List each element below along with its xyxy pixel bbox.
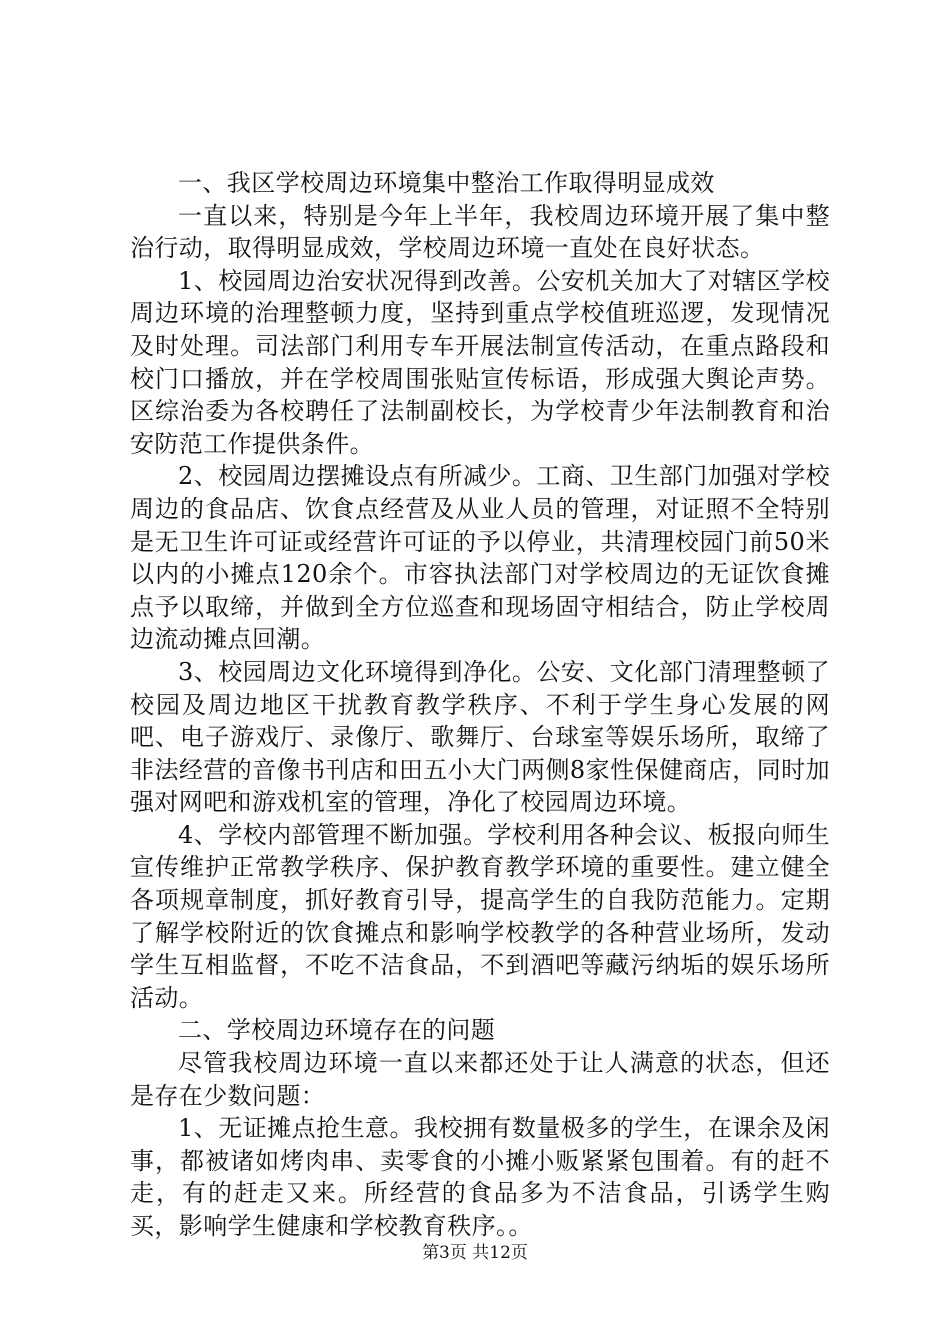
section-heading-1: 一、我区学校周边环境集中整治工作取得明显成效 <box>178 169 715 197</box>
paragraph-item-4: 4、学校内部管理不断加强。学校利用各种会议、板报向师生宣传维护正常教学秩序、保护教育教学环境的重要性。建立健全各项规章制度，抓好教育引导，提高学生的自我防范能力。定期了解学校附近的饮食摊点和影响学校教学的各种营业场所，发动学生互相监督，不吃不洁食品，不到酒吧等藏污纳垢的娱乐场所活动。 <box>130 820 830 1012</box>
paragraph-problem-1: 1、无证摊点抢生意。我校拥有数量极多的学生，在课余及闲事，都被诸如烤肉串、卖零食的小摊小贩紧紧包围着。有的赶不走，有的赶走又来。所经营的食品多为不洁食品，引诱学生购买，影响学生健康和学校教育秩序。。 <box>130 1114 830 1240</box>
paragraph-problems-intro: 尽管我校周边环境一直以来都还处于让人满意的状态，但还是存在少数问题： <box>130 1049 830 1110</box>
paragraph-intro: 一直以来，特别是今年上半年，我校周边环境开展了集中整治行动，取得明显成效，学校周边环境一直处在良好状态。 <box>130 201 830 263</box>
paragraph-item-1: 1、校园周边治安状况得到改善。公安机关加大了对辖区学校周边环境的治理整顿力度，坚持到重点学校值班巡逻，发现情况及时处理。司法部门利用专车开展法制宣传活动，在重点路段和校门口播放，并在学校周围张贴宣传标语，形成强大舆论声势。区综治委为各校聘任了法制副校长，为学校青少年法制教育和治安防范工作提供条件。 <box>130 266 830 458</box>
document-body <box>130 167 830 1243</box>
section-heading-2: 二、学校周边环境存在的问题 <box>178 1016 496 1045</box>
paragraph-item-2: 2、校园周边摆摊设点有所减少。工商、卫生部门加强对学校周边的食品店、饮食点经营及从业人员的管理，对证照不全特别是无卫生许可证或经营许可证的予以停业，共清理校园门前50米以内的小摊点120余个。市容执法部门对学校周边的无证饮食摊点予以取缔，并做到全方位巡查和现场固守相结合，防止学校周边流动摊点回潮。 <box>130 462 830 654</box>
paragraph-item-3: 3、校园周边文化环境得到净化。公安、文化部门清理整顿了校园及周边地区干扰教育教学秩序、不利于学生身心发展的网吧、电子游戏厅、录像厅、歌舞厅、台球室等娱乐场所，取缔了非法经营的音像书刊店和田五小大门两侧8家性保健商店，同时加强对网吧和游戏机室的管理，净化了校园周边环境。 <box>130 657 830 817</box>
page-number-footer: 第3页 共12页 <box>422 1243 528 1263</box>
